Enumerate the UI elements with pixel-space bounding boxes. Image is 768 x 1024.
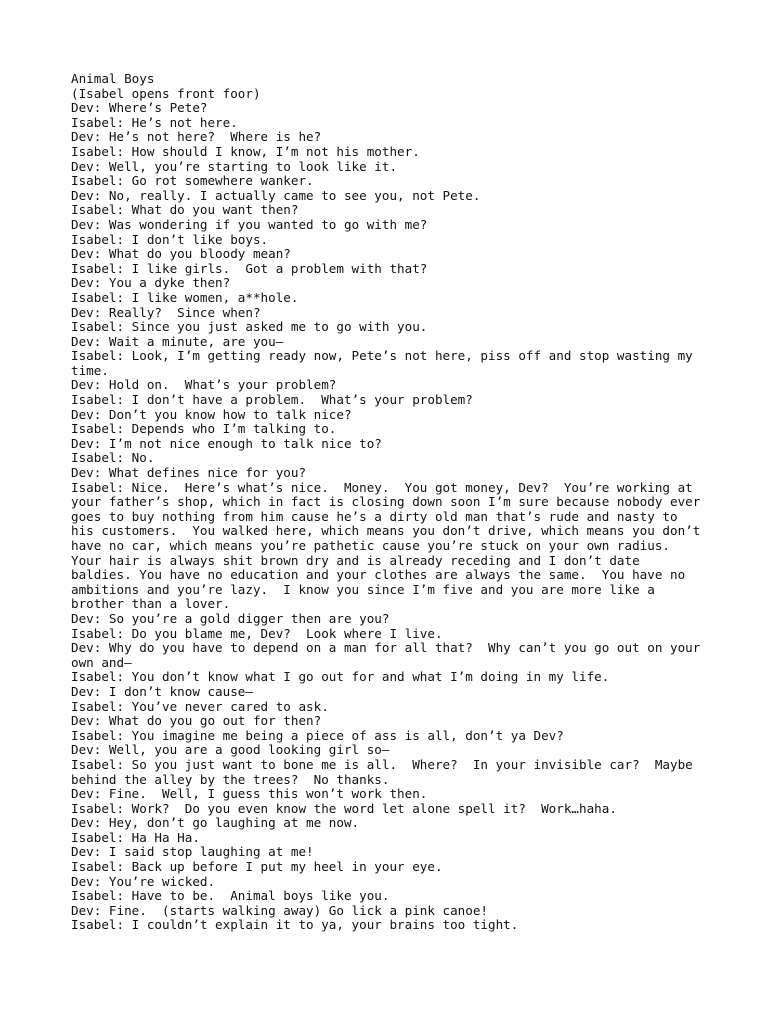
script-line: Dev: What do you go out for then?	[71, 713, 322, 729]
script-line: Dev: I don’t know cause—	[71, 683, 253, 699]
script-line: Dev: Fine. (starts walking away) Go lick a pink canoe!	[71, 902, 489, 918]
script-line: Dev: Why do you have to depend on a man for all that? Why can’t you go out on your	[71, 640, 701, 656]
script-line: Isabel: Depends who I’m talking to.	[71, 421, 337, 437]
script-line: Isabel: Ha Ha Ha.	[71, 829, 200, 845]
script-line: ambitions and you’re lazy. I know you since I’m five and you are more like a	[71, 581, 655, 597]
script-line: Dev: Wait a minute, are you—	[71, 333, 284, 349]
script-line: Isabel: You don’t know what I go out for and what I’m doing in my life.	[71, 669, 610, 685]
script-line: Your hair is always shit brown dry and is already receding and I don’t date	[71, 552, 640, 568]
script-line: Isabel: Since you just asked me to go with you.	[71, 319, 428, 335]
script-line: his customers. You walked here, which means you don’t drive, which means you don’t	[71, 523, 701, 539]
script-line: Isabel: I couldn’t explain it to ya, your brains too tight.	[71, 917, 519, 933]
script-line: Isabel: So you just want to bone me is all. Where? In your invisible car? Maybe	[71, 756, 693, 772]
script-line: Dev: So you’re a gold digger then are you?	[71, 610, 390, 626]
script-line: behind the alley by the trees? No thanks.	[71, 771, 390, 787]
script-line: Isabel: Work? Do you even know the word let alone spell it? Work…haha.	[71, 800, 617, 816]
script-line: Dev: You a dyke then?	[71, 275, 231, 291]
script-line: baldies. You have no education and your clothes are always the same. You have no	[71, 567, 686, 583]
script-line: Dev: I said stop laughing at me!	[71, 844, 314, 860]
script-line: Isabel: He’s not here.	[71, 114, 238, 130]
script-line: Isabel: Back up before I put my heel in your eye.	[71, 859, 443, 875]
script-line: have no car, which means you’re pathetic cause you’re stuck on your own radius.	[71, 538, 670, 553]
script-line: Dev: Fine. Well, I guess this won’t work then.	[71, 786, 428, 802]
script-line: time.	[71, 362, 109, 378]
script-line: Dev: Well, you’re starting to look like it.	[71, 158, 398, 174]
script-line: Isabel: No.	[71, 450, 155, 466]
script-line: Isabel: I like girls. Got a problem with that?	[71, 260, 428, 276]
script-line: Isabel: I don’t like boys.	[71, 231, 269, 247]
script-line: Dev: No, really. I actually came to see you, not Pete.	[71, 187, 481, 203]
script-line: goes to buy nothing from him cause he’s a dirty old man that’s rude and nasty to	[71, 508, 678, 524]
script-line: Dev: I’m not nice enough to talk nice to?	[71, 435, 382, 451]
script-line: Dev: What do you bloody mean?	[71, 246, 291, 262]
script-line: Dev: Don’t you know how to talk nice?	[71, 406, 352, 422]
script-line: Isabel: How should I know, I’m not his mother.	[71, 143, 420, 159]
script-line: your father’s shop, which in fact is closing down soon I’m sure because nobody ever	[71, 494, 701, 510]
script-line: Isabel: Nice. Here’s what’s nice. Money. You got money, Dev? You’re working at	[71, 479, 693, 495]
script-line: Dev: Well, you are a good looking girl so–	[71, 742, 390, 758]
script-line: Dev: Where’s Pete?	[71, 100, 208, 116]
script-line: Dev: Was wondering if you wanted to go with me?	[71, 216, 428, 232]
script-line: Isabel: Look, I’m getting ready now, Pete’s not here, piss off and stop wasting my	[71, 348, 693, 364]
script-line: Dev: You’re wicked.	[71, 873, 216, 889]
script-line: Isabel: Go rot somewhere wanker.	[71, 173, 314, 189]
script-line: Dev: He’s not here? Where is he?	[71, 129, 322, 145]
script-line: Isabel: I like women, a**hole.	[71, 289, 299, 305]
document-title: Animal Boys	[71, 71, 155, 86]
script-line: Dev: Really? Since when?	[71, 304, 261, 320]
script-line: Dev: What defines nice for you?	[71, 465, 307, 481]
script-line: Isabel: You imagine me being a piece of ass is all, don’t ya Dev?	[71, 727, 564, 743]
script-line: (Isabel opens front foor)	[71, 85, 261, 101]
script-line: Isabel: You’ve never cared to ask.	[71, 698, 329, 714]
script-line: Isabel: What do you want then?	[71, 202, 299, 218]
script-line: own and—	[71, 654, 132, 670]
script-line: Dev: Hey, don’t go laughing at me now.	[71, 815, 360, 831]
script-line: Dev: Hold on. What’s your problem?	[71, 377, 337, 393]
document-page	[71, 72, 703, 933]
script-line: brother than a lover.	[71, 596, 231, 612]
script-line: Isabel: Do you blame me, Dev? Look where I live.	[71, 625, 443, 641]
script-line: Isabel: Have to be. Animal boys like you.	[71, 888, 390, 904]
script-line: Isabel: I don’t have a problem. What’s your problem?	[71, 392, 473, 408]
